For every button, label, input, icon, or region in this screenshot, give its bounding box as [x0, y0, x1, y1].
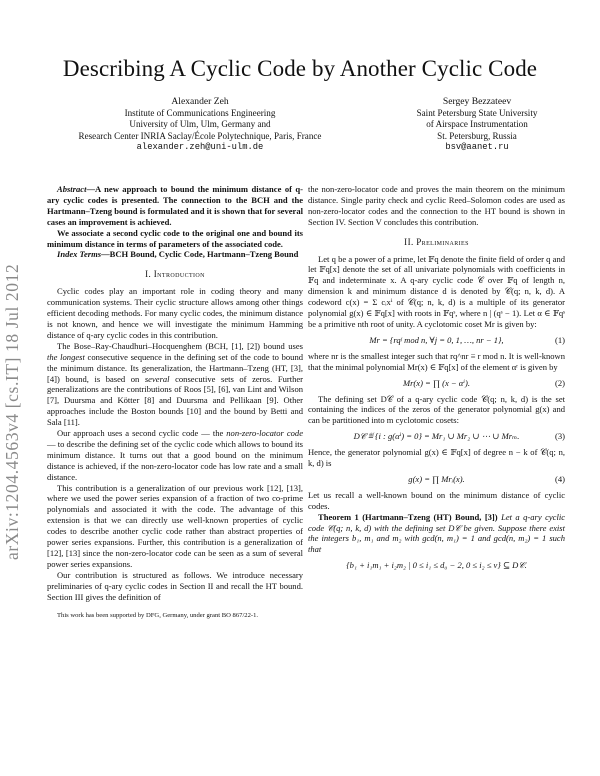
author-affiliation-line: Saint Petersburg State University — [416, 107, 538, 118]
author-name: Alexander Zeh — [171, 96, 229, 107]
text-run: consecutive sequence in the defining set of the code to bound the minimum distance. Its generalization, the Hartmann–Tzeng (HT, [3], [4]) bound, is based on — [47, 351, 303, 384]
text-run: — to describe the defining set of the cyclic code which allows to bound its minimum distance. It turns out that a good bound on the minimum distance is achieved, if the non-zero-locator code has low rate and a small distance. — [47, 438, 303, 482]
body-paragraph: The defining set D𝒞 of a q-ary cyclic code 𝒞(q; n, k, d) is the set containing the indices of the zeros of the generator polynomial g(x) and can be partitioned into m cyclotomic cosets: — [308, 393, 565, 426]
equation-text: {b₁ + i₁m₁ + i₂m₂ | 0 ≤ i₁ ≤ d₀ − 2, 0 ≤ i₂ ≤ ν} ⊆ D𝒞. — [346, 560, 527, 571]
emphasis: non-zero-locator code — [226, 428, 303, 439]
abstract-label: Abstract — [57, 184, 87, 194]
abstract — [47, 184, 303, 228]
theorem-1 — [308, 512, 565, 556]
theorem-label: Theorem 1 (Hartmann–Tzeng (HT) Bound, [3]) — [318, 511, 498, 522]
intro-paragraph — [47, 341, 303, 428]
author-affiliation-line: University of Ulm, Ulm, Germany and — [129, 119, 271, 130]
left-column — [47, 184, 303, 620]
equation-text: Mr = {rqʲ mod n, ∀j = 0, 1, …, nr − 1}, — [369, 334, 504, 345]
equation-1 — [308, 335, 565, 346]
right-column — [308, 184, 565, 576]
equation-number: (1) — [555, 334, 565, 345]
author-affiliation-line: Institute of Communications Engineering — [124, 107, 276, 118]
section-heading-preliminaries: II. Preliminaries — [404, 236, 469, 247]
paper-title: Describing A Cyclic Code by Another Cyclic Code — [62, 56, 538, 81]
emphasis: the longest — [47, 351, 85, 362]
author-email: alexander.zeh@uni-ulm.de — [136, 142, 264, 153]
intro-paragraph: Cyclic codes play an important role in coding theory and many communication systems. Their cyclic structure allows among other things efficient decoding methods. For many cyclic codes, the minimum distance is not known, and hence we will investigate the minimum Hamming distance of q-ary cyclic codes in this contribution. — [47, 286, 303, 340]
body-paragraph: the non-zero-locator code and proves the main theorem on the minimum distance. Single parity check and cyclic Reed–Solomon codes are used as non-zero-locator codes and the connection to the HT bound is shown in Section IV. Section V concludes this contribution. — [308, 184, 565, 227]
text-run: Our approach uses a second cyclic code — the — [57, 428, 227, 439]
author-block-1 — [70, 96, 330, 154]
body-paragraph: where nr is the smallest integer such that rq^nr ≡ r mod n. It is well-known that the minimal polynomial Mr(x) ∈ 𝔽q[x] of the element αʳ is given by — [308, 350, 565, 372]
abstract-text: —A new approach to bound the minimum distance of q-ary cyclic codes is presented. The connection to the BCH and the Hartmann–Tzeng bound is formulated and it is shown that for several cases an improvement is achieved. — [47, 184, 303, 227]
text-run: The Bose–Ray-Chaudhuri–Hocquenghem (BCH, [1], [2]) bound uses — [57, 340, 303, 351]
intro-paragraph: This contribution is a generalization of our previous work [12], [13], where we used the power series expansion of a fraction of two co-prime polynomials and associated it with the code. The advantage of this extension is that we can directly use well-known properties of cyclic codes to describe another cyclic code rather than abstract properties of power series expansions. Further, this contribution is a generalization of [12], [13] since the non-zero-locator code can be seen as a sum of several power series expansions. — [47, 482, 303, 569]
index-terms — [47, 249, 303, 260]
equation-number: (2) — [555, 377, 565, 388]
body-paragraph: Hence, the generator polynomial g(x) ∈ 𝔽q[x] of degree n − k of 𝒞(q; n, k, d) is — [308, 447, 565, 469]
equation-number: (3) — [555, 431, 565, 442]
arxiv-identifier: arXiv:1204.4563v4 [cs.IT] 18 Jul 2012 — [2, 263, 22, 560]
intro-paragraph — [47, 428, 303, 483]
emphasis: several — [144, 373, 170, 384]
author-name: Sergey Bezzateev — [442, 96, 512, 107]
intro-paragraph: Our contribution is structured as follows. We introduce necessary preliminaries of q-ary cyclic codes in Section II and recall the HT bound. Section III gives the definition of — [47, 569, 303, 602]
author-block-2 — [392, 96, 562, 154]
equation-text: Mr(x) = ∏ (x − αⁱ). — [402, 377, 470, 388]
section-heading-introduction: I. Introduction — [145, 269, 205, 280]
index-terms-text: —BCH Bound, Cyclic Code, Hartmann–Tzeng Bound — [101, 249, 299, 260]
equation-4 — [308, 474, 565, 485]
equation-number: (4) — [555, 473, 565, 484]
equation-text: g(x) = ∏ Mrᵢ(x). — [408, 473, 465, 484]
index-terms-label: Index Terms — [57, 249, 102, 260]
author-affiliation-line: Research Center INRIA Saclay/École Polytechnique, Paris, France — [78, 130, 322, 141]
author-email: bsv@aanet.ru — [445, 142, 509, 153]
body-paragraph: Let us recall a well-known bound on the minimum distance of cyclic codes. — [308, 489, 565, 511]
theorem-text: Let a q-ary cyclic code 𝒞(q; n, k, d) with the defining set D𝒞 be given. Suppose there exist the integers b₁, m₁ and m₂ with gcd(n, m₁) = 1 and gcd(n, m₂) = 1 such that — [308, 511, 565, 555]
body-paragraph: Let q be a power of a prime, let 𝔽q denote the finite field of order q and let 𝔽q[x] denote the set of all univariate polynomials with coefficients in 𝔽q and indeterminate x. A q-ary cyclic code 𝒞 over 𝔽q of length n, dimension k and minimum distance d is denoted by 𝒞(q; n, k, d). A codeword c(x) = Σ cᵢxⁱ of 𝒞(q; n, k, d) is a multiple of its generator polynomial g(x) ∈ 𝔽q[x] with roots in 𝔽qˢ, where n | (qˢ − 1). Let α ∈ 𝔽qˢ be a primitive nth root of unity. A cyclotomic coset Mr is given by: — [308, 253, 565, 329]
equation-3 — [308, 431, 565, 442]
equation-5 — [308, 560, 565, 571]
author-affiliation-line: St. Petersburg, Russia — [437, 130, 517, 141]
abstract-paragraph-2: We associate a second cyclic code to the original one and bound its minimum distance in terms of parameters of the associated code. — [47, 227, 303, 249]
equation-2 — [308, 378, 565, 389]
equation-text: D𝒞 ≝ {i : g(αⁱ) = 0} = Mr₁ ∪ Mr₂ ∪ ⋯ ∪ Mrₘ. — [353, 431, 520, 442]
author-affiliation-line: of Airspace Instrumentation — [426, 119, 528, 130]
footnote: This work has been supported by DFG, Germany, under grant BO 867/22-1. — [57, 611, 259, 619]
text-run: consecutive sets of zeros. Further generalizations are the contributions of Roos [5], [6], van Lint and Wilson [7], Duursma and Kötter [8] and Duursma and Pellikaan [9]. Other approaches include the Boston bounds [10] and the bound by Betti and Sala [11]. — [47, 373, 303, 428]
